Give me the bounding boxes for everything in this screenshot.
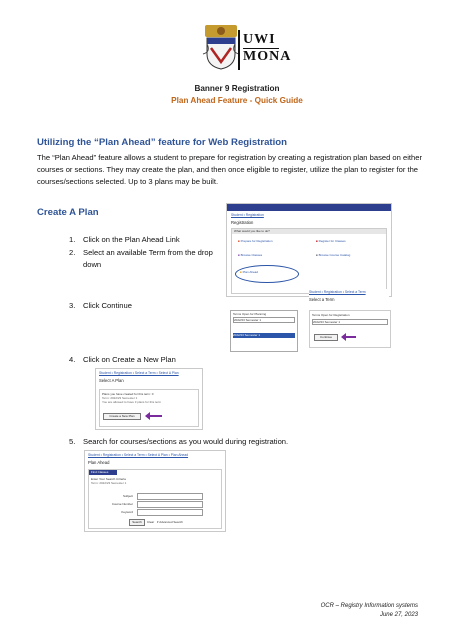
continue-button[interactable]: Continue xyxy=(314,334,338,341)
section-heading-create-plan: Create A Plan xyxy=(37,207,99,218)
course-number-label: Course Number xyxy=(111,502,133,506)
page-title: Select A Plan xyxy=(99,378,124,383)
search-term: Term: 2022/23 Semester 1 xyxy=(91,481,127,485)
search-criteria-label: Enter Your Search Criteria xyxy=(91,477,126,481)
logo-line-mona: MONA xyxy=(243,49,292,64)
arrow-icon xyxy=(144,411,162,421)
step-number: 2. xyxy=(69,248,76,257)
option-browse-classes[interactable]: ■ Browse Classes xyxy=(238,253,263,257)
term-continue-screenshot xyxy=(309,310,391,348)
logo-divider xyxy=(238,30,240,70)
search-panel xyxy=(88,469,222,529)
page-title: Plan Ahead xyxy=(88,460,110,465)
app-header-bar xyxy=(227,204,391,211)
document-subtitle: Plan Ahead Feature - Quick Guide xyxy=(171,96,303,105)
logo-line-uwi: UWI xyxy=(243,32,279,49)
page-title: Select a Term xyxy=(309,297,335,302)
clear-link[interactable]: Clear xyxy=(147,520,155,524)
option-register[interactable]: ■ Register for Classes xyxy=(316,239,346,243)
step-text: Click on the Plan Ahead Link xyxy=(83,235,180,244)
option-plan-ahead[interactable]: ■ Plan Ahead xyxy=(240,270,259,274)
step-3 xyxy=(69,300,132,312)
breadcrumb[interactable]: Student • Registration • Select a Term • Select A Plan • Plan Ahead xyxy=(88,453,189,457)
tab-find-classes[interactable]: Find Classes xyxy=(89,470,117,475)
plan-panel xyxy=(99,389,199,427)
intro-paragraph: The “Plan Ahead” feature allows a student to prepare for registration by creating a registration plan based on either courses or sections. They may create the plan, and then once eligible to register, utilize the plan to register for the courses/sections selected. Up to 3 plans may be built. xyxy=(37,153,422,187)
advanced-search-toggle[interactable]: ▾ Advanced Search xyxy=(157,520,183,524)
screenshot-plan-ahead-search xyxy=(84,450,226,532)
options-panel xyxy=(231,228,387,294)
page-title: Registration xyxy=(231,220,254,225)
search-button[interactable]: Search xyxy=(129,519,145,526)
breadcrumb[interactable]: Student • Registration • Select a Term • Select A Plan xyxy=(99,371,179,375)
step-text: Select an available Term from the drop down xyxy=(83,248,213,269)
course-number-input[interactable] xyxy=(137,501,203,508)
plan-limit: You are allowed to have 3 plans for this term xyxy=(102,400,162,404)
step-1 xyxy=(69,234,180,246)
option-browse-catalog[interactable]: ■ Browse Course Catalog xyxy=(316,253,351,257)
create-new-plan-button[interactable]: Create a New Plan xyxy=(103,413,141,420)
uwi-crest-logo xyxy=(201,24,241,70)
step-number: 4. xyxy=(69,355,76,364)
keyword-input[interactable] xyxy=(137,509,203,516)
footer-date: June 27, 2023 xyxy=(379,612,418,618)
step-text: Click on Create a New Plan xyxy=(83,355,176,364)
dropdown-label: Terms Open for Planning xyxy=(233,312,267,316)
plan-count: Plans you have created for this term: 0 xyxy=(102,392,154,396)
footer-department: OCR – Registry Information systems xyxy=(320,603,418,609)
registration-terms-field[interactable]: 2022/23 Semester 1 xyxy=(312,319,388,325)
section-heading-plan-ahead: Utilizing the “Plan Ahead” feature for Web Registration xyxy=(37,137,287,148)
plan-ahead-highlight xyxy=(235,265,299,283)
step-number: 1. xyxy=(69,235,76,244)
step-number: 3. xyxy=(69,301,76,310)
step-number: 5. xyxy=(69,437,76,446)
screenshot-select-plan xyxy=(95,368,203,430)
plan-term: Term: 2022/23 Semester 1 xyxy=(102,396,138,400)
step-4 xyxy=(69,354,176,366)
dropdown-field[interactable]: 2022/23 Semester 1 xyxy=(233,317,295,323)
keyword-label: Keyword xyxy=(121,510,133,514)
dropdown-option-selected[interactable]: 2022/23 Semester 1 xyxy=(233,333,295,338)
option-prepare[interactable]: ■ Prepare for Registration xyxy=(238,239,273,243)
step-2 xyxy=(69,247,219,271)
step-text: Click Continue xyxy=(83,301,132,310)
breadcrumb[interactable]: Student • Registration xyxy=(231,213,264,217)
registration-terms-label: Terms Open for Registration xyxy=(312,313,350,317)
breadcrumb[interactable]: Student • Registration • Select a Term xyxy=(309,290,366,294)
subject-label: Subject xyxy=(122,494,133,498)
logo-wordmark xyxy=(243,32,292,65)
term-dropdown-screenshot xyxy=(230,310,298,352)
arrow-icon xyxy=(340,332,356,342)
options-header: What would you like to do? xyxy=(232,229,386,234)
subject-input[interactable] xyxy=(137,493,203,500)
footer xyxy=(321,602,418,620)
document-title: Banner 9 Registration xyxy=(194,84,280,93)
step-text: Search for courses/sections as you would during registration. xyxy=(83,437,289,446)
step-5 xyxy=(69,436,288,448)
screenshot-registration-page xyxy=(226,203,392,297)
